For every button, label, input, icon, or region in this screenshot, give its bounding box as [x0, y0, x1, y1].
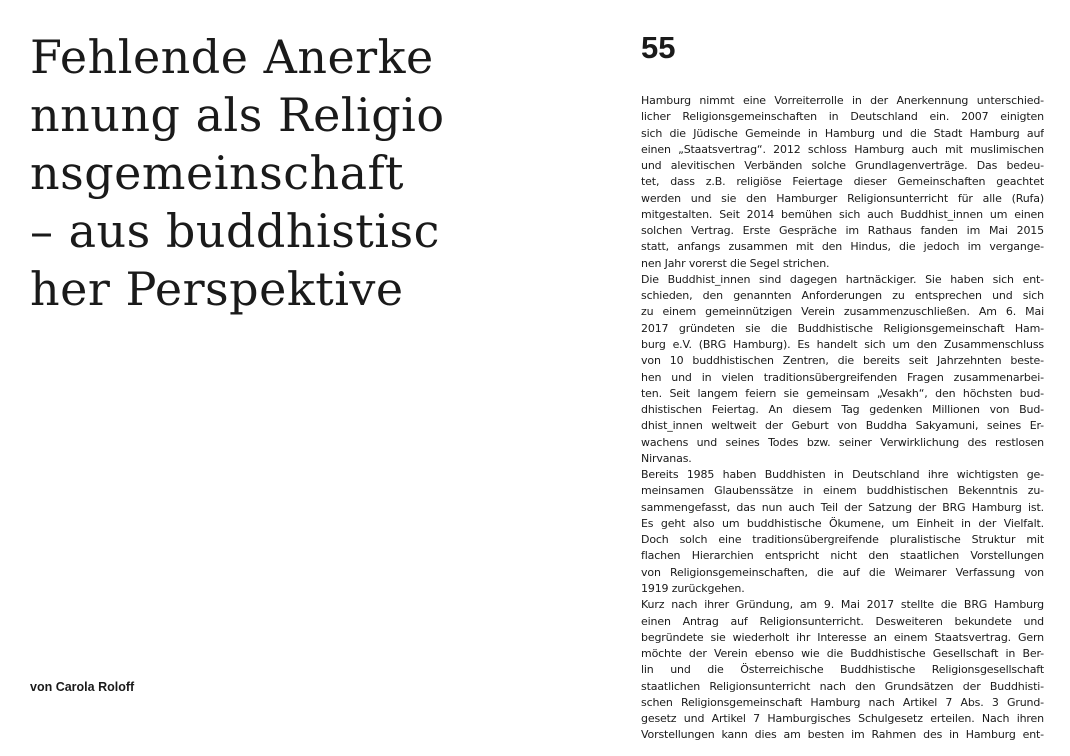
body-line: dhist_innen weltweit der Geburt von Buddha Sakyamuni, seines Er- — [641, 419, 1044, 433]
author-byline: von Carola Roloff — [30, 680, 135, 694]
body-line: staatlichen Religionsunterricht nach den Grundsätzen der Buddhisti- — [641, 679, 1044, 693]
body-line: einen „Staatsvertrag“. 2012 schloss Hamburg auch mit muslimischen — [641, 142, 1044, 156]
title-line: Fehlende Anerke — [30, 30, 434, 84]
body-line: Nirvanas. — [641, 451, 692, 465]
body-line: schieden, den genannten Anforderungen zu entsprechen und sich — [641, 289, 1044, 303]
page-number: 55 — [641, 30, 676, 65]
body-line: tet, dass z.B. religiöse Feiertage dieser Gemeinschaften geachtet — [641, 175, 1044, 189]
title-line: – aus buddhistisc — [30, 204, 440, 258]
body-line: hen und in vielen traditionsübergreifenden Fragen zusammenarbei- — [641, 370, 1044, 384]
body-line: dhistischen Feiertag. An diesem Tag gedenken Millionen von Bud- — [641, 403, 1044, 417]
body-line: möchte der Verein ebenso wie die Buddhistische Gesellschaft in Ber- — [641, 647, 1044, 661]
body-line: burg e.V. (BRG Hamburg). Es handelt sich um den Zusammenschluss — [641, 337, 1044, 351]
body-line: wachens und seines Todes bzw. seiner Verwirklichung des restlosen — [641, 435, 1044, 449]
body-line: zu einem gemeinnützigen Verein zusammenzuschließen. Am 6. Mai — [641, 305, 1044, 319]
body-line: von 10 buddhistischen Zentren, die bereits seit Jahrzehnten beste- — [641, 354, 1044, 368]
body-line: licher Religionsgemeinschaften in Deutschland ein. 2007 einigten — [641, 110, 1044, 124]
body-line: solchen Vertrag. Erste Gespräche im Rathaus fanden im Mai 2015 — [641, 224, 1044, 238]
body-line: Bereits 1985 haben Buddhisten in Deutschland ihre wichtigsten ge- — [641, 468, 1044, 482]
body-line: von Religionsgemeinschaften, die auf die Weimarer Verfassung von — [641, 565, 1044, 579]
title-line: nnung als Religio — [30, 88, 445, 142]
body-line: einen Antrag auf Religionsunterricht. Desweiteren bekundete und — [641, 614, 1044, 628]
body-line: Hamburg nimmt eine Vorreiterrolle in der Anerkennung unterschied- — [641, 94, 1044, 107]
body-line: schen Religionsgemeinschaft Hamburg nach Artikel 7 Abs. 3 Grund- — [641, 695, 1044, 709]
article-title — [30, 28, 590, 318]
body-line: lin und die Österreichische Buddhistische Religionsgesellschaft — [641, 663, 1044, 677]
body-line: gesetz und Artikel 7 Hamburgisches Schulgesetz erteilen. Nach ihren — [641, 712, 1044, 726]
title-line: nsgemeinschaft — [30, 146, 405, 200]
body-line: meinsamen Glaubenssätze in einem buddhistischen Bekenntnis zu- — [641, 484, 1044, 498]
body-line: begründete sie wiederholt ihr Interesse an einem Staatsvertrag. Gern — [641, 630, 1044, 644]
body-line: statt, anfangs zusammen mit den Hindus, die jedoch im vergange- — [641, 240, 1044, 254]
title-line: her Perspektive — [30, 262, 404, 316]
body-line: Kurz nach ihrer Gründung, am 9. Mai 2017 stellte die BRG Hamburg — [641, 598, 1044, 612]
body-line: mitgestalten. Seit 2014 bemühen sich auch Buddhist_innen um einen — [641, 207, 1044, 221]
body-line: nen Jahr vorerst die Segel strichen. — [641, 256, 830, 270]
body-line: ten. Seit langem feiern sie gemeinsam „Vesakh“, den höchsten bud- — [641, 386, 1044, 400]
body-line: 2017 gründeten sie die Buddhistische Religionsgemeinschaft Ham- — [641, 321, 1044, 335]
body-line: Doch solch eine traditionsübergreifende pluralistische Struktur mit — [641, 533, 1044, 547]
body-line: sammengefasst, das nun auch Teil der Satzung der BRG Hamburg ist. — [641, 500, 1044, 514]
body-line: Die Buddhist_innen sind dagegen hartnäckiger. Sie haben sich ent- — [641, 272, 1044, 286]
body-line: Vorstellungen kann dies am besten im Rahmen des in Hamburg ent- — [641, 728, 1044, 742]
body-line: und alevitischen Verbänden solche Grundlagenverträge. Das bedeu- — [641, 159, 1044, 173]
body-line: werden und sie den Hamburger Religionsunterricht für alle (Rufa) — [641, 191, 1044, 205]
body-line: sich die Jüdische Gemeinde in Hamburg und die Stadt Hamburg auf — [641, 126, 1044, 140]
body-line: 1919 zurückgehen. — [641, 581, 745, 595]
body-line: flachen Hierarchien entspricht nicht den staatlichen Vorstellungen — [641, 549, 1044, 563]
body-text — [641, 93, 1044, 744]
body-line: Es geht also um buddhistische Ökumene, um Einheit in der Vielfalt. — [641, 516, 1044, 530]
